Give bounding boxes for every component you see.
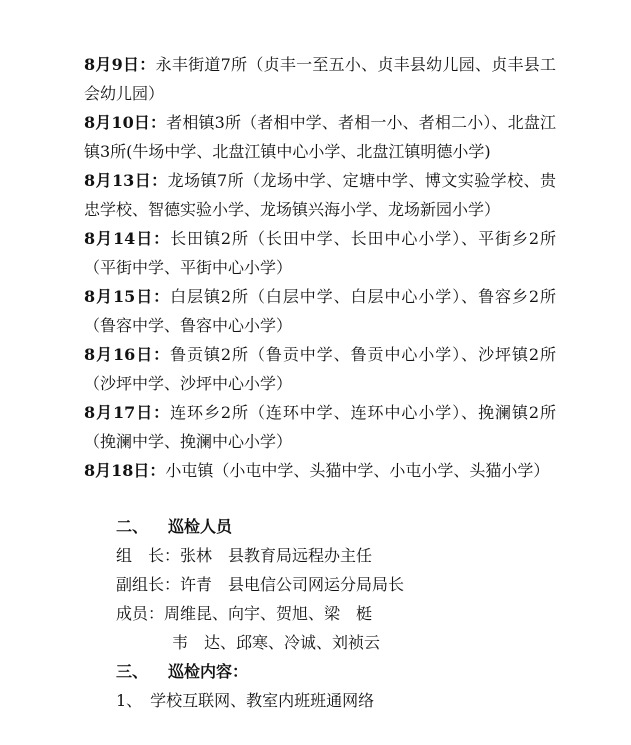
deputy-leader-line: 副组长：许青 县电信公司网运分局局长 xyxy=(116,575,405,594)
content-item: 1、 学校互联网、教室内班班通网络 xyxy=(116,691,375,710)
schedule-text: 鲁贡镇2所（鲁贡中学、鲁贡中心小学）、沙坪镇2所（沙坪中学、沙坪中心小学） xyxy=(84,345,556,393)
schedule-entry xyxy=(84,108,556,166)
section-heading-personnel xyxy=(116,512,232,541)
members-line-continued: 韦 达、邱寒、冷诚、刘祯云 xyxy=(172,633,381,652)
schedule-text: 连环乡2所（连环中学、连环中心小学）、挽澜镇2所（挽澜中学、挽澜中心小学） xyxy=(84,403,556,451)
section-title: 巡检人员 xyxy=(168,517,233,536)
schedule-entry xyxy=(84,282,556,340)
inspection-schedule xyxy=(84,50,556,485)
schedule-date: 8月10日： xyxy=(84,113,167,132)
schedule-date: 8月17日： xyxy=(84,403,171,422)
section-title: 巡检内容： xyxy=(168,662,249,681)
schedule-text: 长田镇2所（长田中学、长田中心小学）、平街乡2所（平街中学、平街中心小学） xyxy=(84,229,556,277)
schedule-entry xyxy=(84,398,556,456)
section-number: 三、 xyxy=(116,662,149,681)
schedule-text: 永丰街道7所（贞丰一至五小、贞丰县幼儿园、贞丰县工会幼儿园） xyxy=(84,55,556,103)
schedule-entry xyxy=(84,166,556,224)
schedule-entry xyxy=(84,456,556,485)
members-line: 成员：周维昆、向宇、贺旭、梁 梃 xyxy=(116,604,373,623)
schedule-entry xyxy=(84,340,556,398)
schedule-date: 8月18日： xyxy=(84,461,166,480)
leader-line: 组 长：张林 县教育局远程办主任 xyxy=(116,546,373,565)
schedule-text: 小屯镇（小屯中学、头猫中学、小屯小学、头猫小学） xyxy=(165,461,550,480)
schedule-date: 8月16日： xyxy=(84,345,171,364)
schedule-text: 白层镇2所（白层中学、白层中心小学）、鲁容乡2所（鲁容中学、鲁容中心小学） xyxy=(84,287,556,335)
schedule-date: 8月14日： xyxy=(84,229,171,248)
schedule-entry xyxy=(84,50,556,108)
schedule-date: 8月9日： xyxy=(84,55,156,74)
schedule-date: 8月15日： xyxy=(84,287,171,306)
schedule-text: 者相镇3所（者相中学、者相一小、者相二小）、北盘江镇3所(牛场中学、北盘江镇中心小学、北盘江镇明德小学) xyxy=(84,113,556,161)
schedule-entry xyxy=(84,224,556,282)
section-heading-content xyxy=(116,657,248,686)
schedule-text: 龙场镇7所（龙场中学、定塘中学、博文实验学校、贵忠学校、智德实验小学、龙场镇兴海小学、龙场新园小学） xyxy=(84,171,556,219)
section-number: 二、 xyxy=(116,517,149,536)
schedule-date: 8月13日： xyxy=(84,171,168,190)
